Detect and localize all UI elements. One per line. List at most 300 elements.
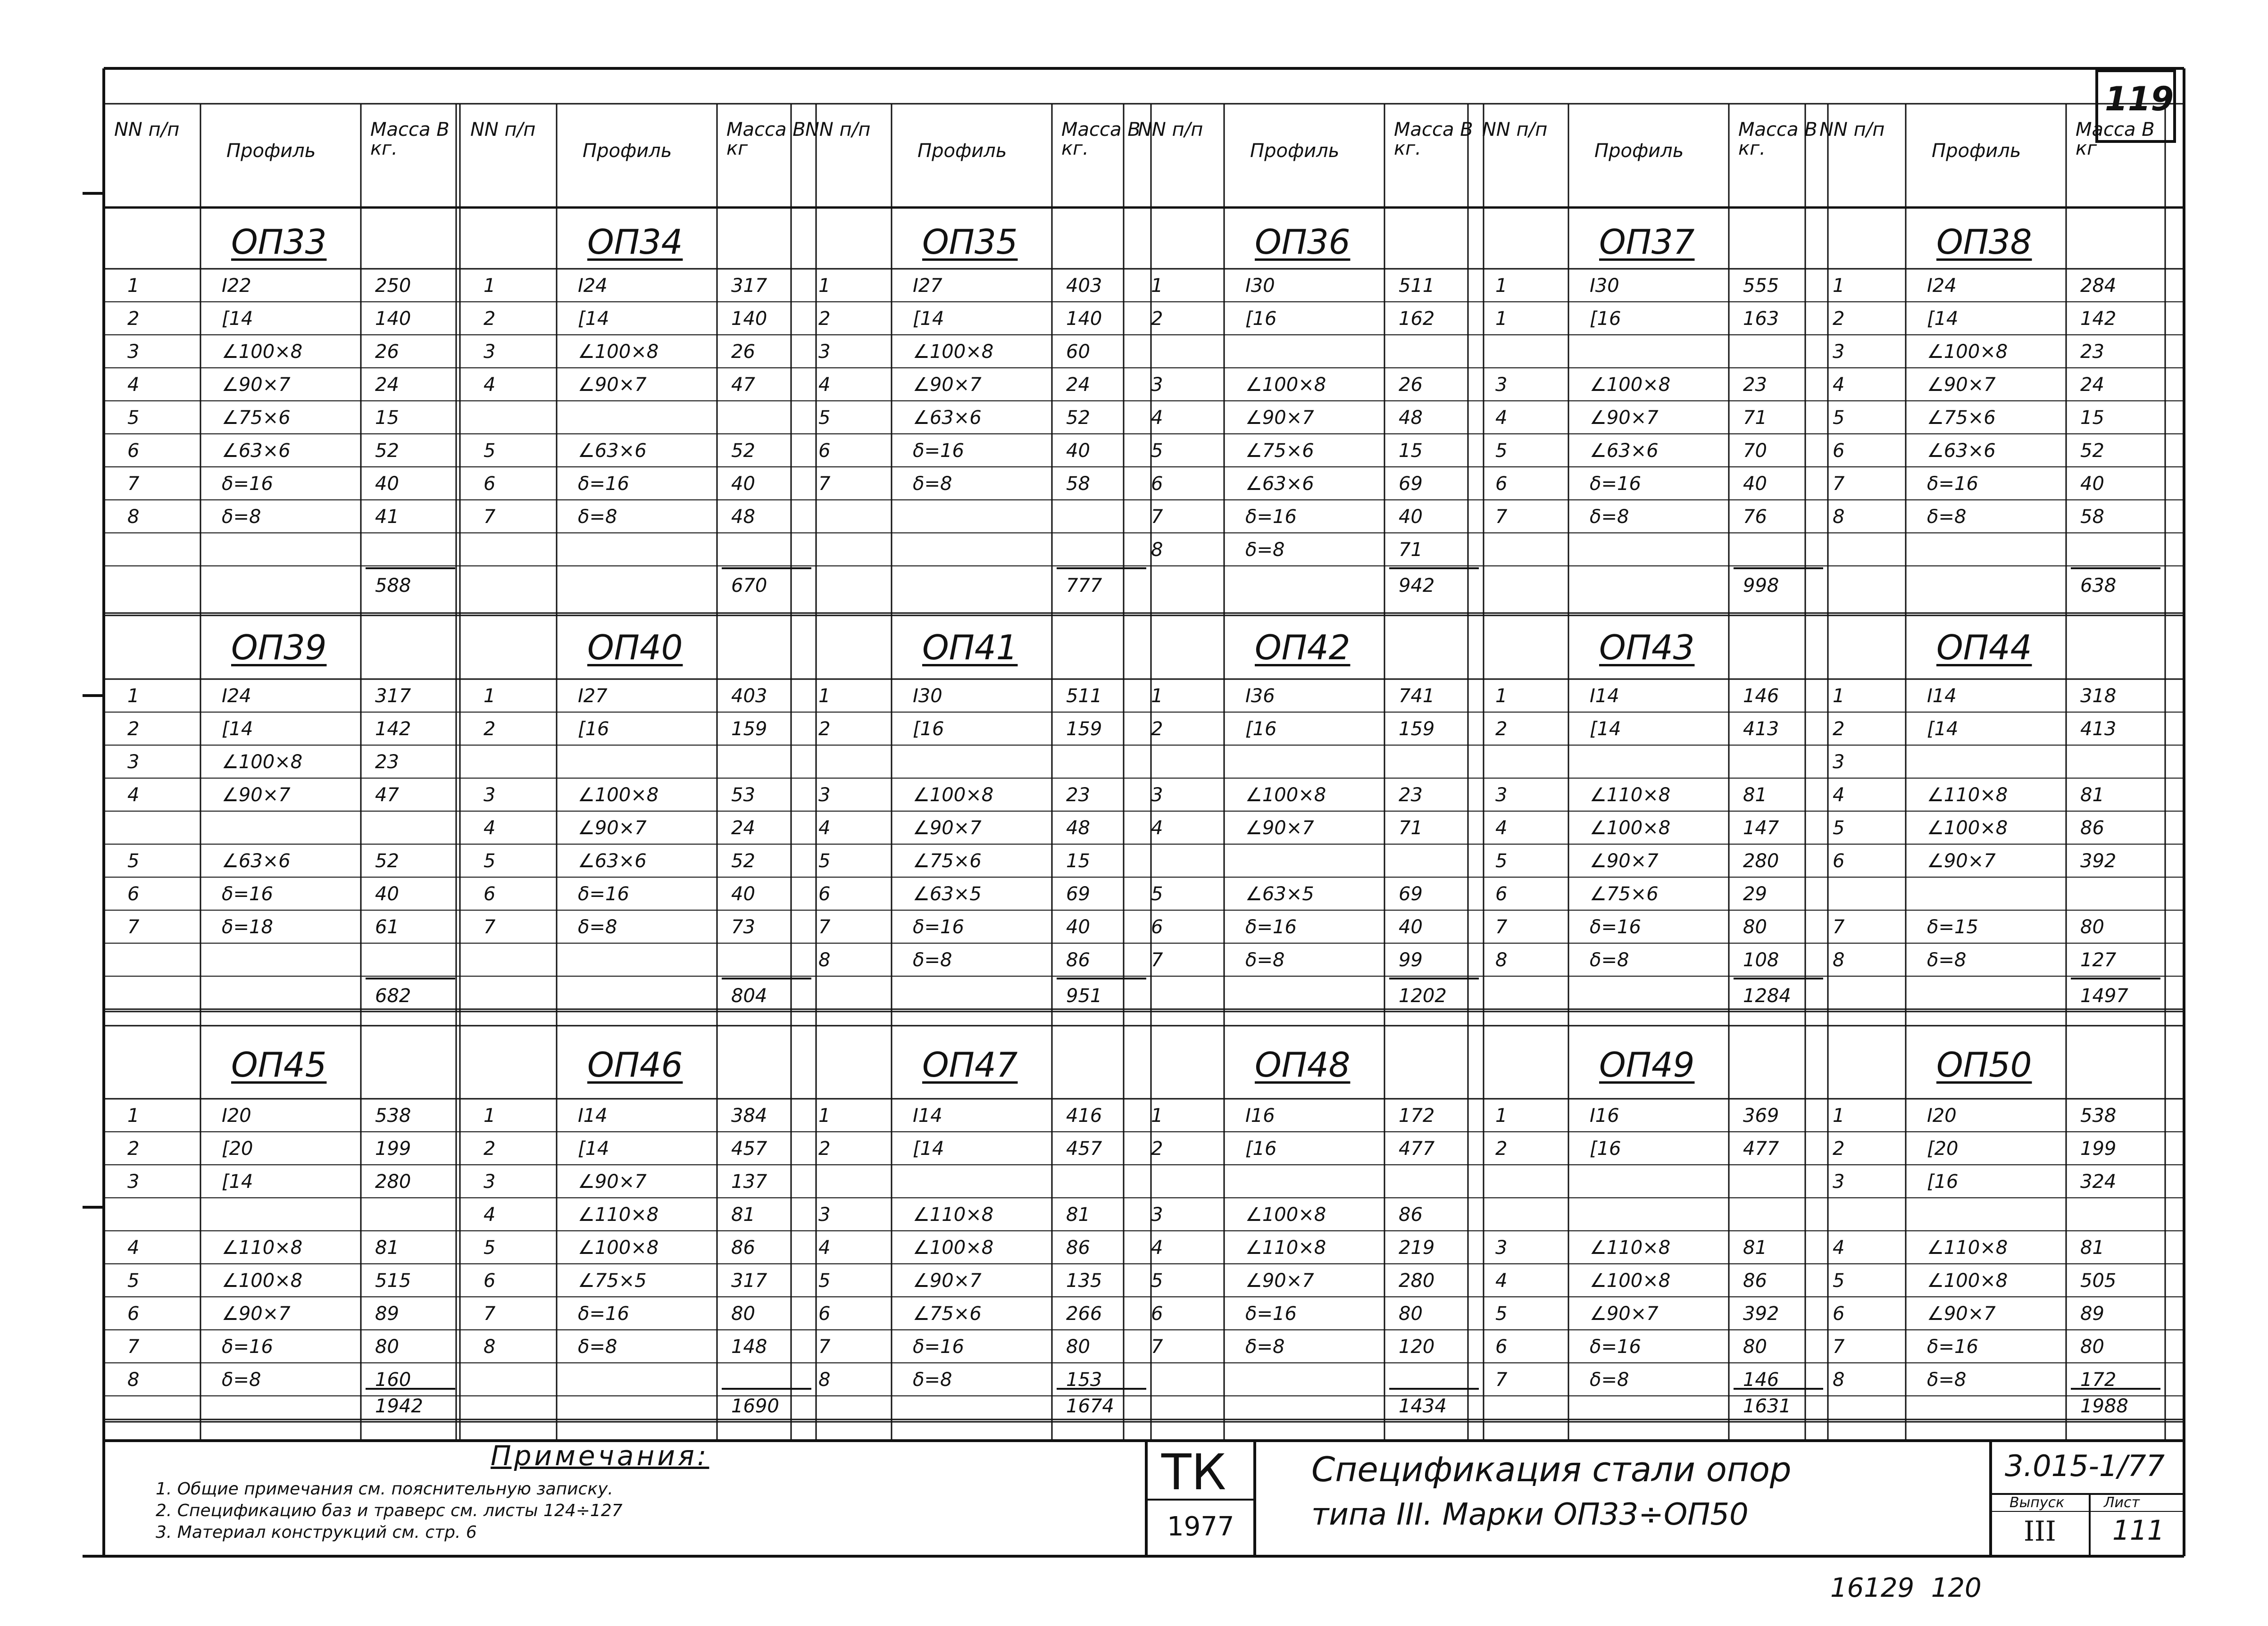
issue-value: III (2024, 1515, 2056, 1547)
mass-cell: 73 (731, 916, 755, 938)
row-number: 5 (1495, 850, 1508, 872)
row-number: 4 (484, 374, 496, 396)
block-mark-title: ОП38 (1936, 222, 2032, 262)
profile-cell: ∠90×7 (1927, 374, 1996, 396)
notes-item-2: 2. Спецификацию баз и траверс см. листы 124÷127 (156, 1501, 623, 1520)
mass-cell: 159 (731, 718, 767, 740)
mass-cell: 515 (375, 1270, 411, 1292)
profile-cell: δ=8 (1927, 949, 1967, 971)
row-number: 1 (127, 275, 140, 297)
row-number: 7 (818, 1336, 831, 1358)
profile-cell: ∠63×5 (1245, 883, 1314, 905)
mass-cell: 15 (2080, 407, 2104, 429)
profile-cell: I22 (222, 275, 251, 297)
row-number: 5 (1833, 407, 1845, 429)
profile-cell: [14 (222, 1171, 253, 1193)
mass-cell: 120 (1399, 1336, 1435, 1358)
mass-cell: 69 (1399, 473, 1423, 495)
mass-cell: 52 (1066, 407, 1090, 429)
mass-cell: 24 (1066, 374, 1090, 396)
mass-cell: 26 (731, 341, 755, 363)
block-mark-title: ОП34 (587, 222, 683, 262)
profile-cell: δ=16 (1590, 473, 1641, 495)
mass-cell: 15 (375, 407, 399, 429)
row-number: 2 (818, 718, 831, 740)
mass-cell: 159 (1066, 718, 1102, 740)
mass-cell: 392 (2080, 850, 2117, 872)
mass-cell: 89 (375, 1303, 399, 1325)
row-number: 5 (1833, 1270, 1845, 1292)
row-number: 7 (1151, 506, 1163, 528)
mass-cell: 81 (1743, 1237, 1767, 1259)
header-mass-label: Масса В кг. (1061, 119, 1141, 159)
mass-cell: 160 (375, 1369, 411, 1391)
mass-total: 1674 (1066, 1395, 1114, 1417)
row-number: 7 (127, 1336, 140, 1358)
issue-label: Выпуск (2010, 1494, 2065, 1511)
mass-cell: 23 (1399, 784, 1423, 806)
mass-cell: 284 (2080, 275, 2117, 297)
header-mass-label: Масса В кг (726, 119, 806, 159)
row-number: 7 (1833, 1336, 1845, 1358)
row-number: 4 (1151, 407, 1163, 429)
row-number: 1 (484, 275, 496, 297)
mass-cell: 108 (1743, 949, 1779, 971)
mass-cell: 250 (375, 275, 411, 297)
profile-cell: δ=16 (913, 916, 964, 938)
mass-cell: 266 (1066, 1303, 1102, 1325)
profile-cell: δ=8 (1590, 506, 1629, 528)
mass-cell: 80 (2080, 916, 2104, 938)
row-number: 3 (1495, 784, 1508, 806)
profile-cell: ∠110×8 (222, 1237, 303, 1259)
mass-cell: 80 (1066, 1336, 1090, 1358)
mass-cell: 369 (1743, 1105, 1779, 1127)
stamp-tk: ТК (1161, 1443, 1226, 1501)
row-number: 6 (818, 1303, 831, 1325)
profile-cell: I27 (913, 275, 942, 297)
row-number: 1 (1833, 275, 1845, 297)
row-number: 1 (127, 1105, 140, 1127)
row-number: 3 (1833, 1171, 1845, 1193)
row-number: 2 (1151, 1138, 1163, 1160)
profile-cell: ∠100×8 (913, 1237, 994, 1259)
row-number: 2 (818, 308, 831, 330)
row-number: 6 (127, 1303, 140, 1325)
profile-cell: δ=16 (1590, 916, 1641, 938)
row-number: 1 (1151, 685, 1163, 707)
row-number: 6 (1495, 883, 1508, 905)
profile-cell: I24 (222, 685, 251, 707)
profile-cell: δ=16 (222, 883, 273, 905)
header-profile-label: Профиль (226, 140, 316, 162)
profile-cell: ∠100×8 (222, 751, 303, 773)
profile-cell: I24 (578, 275, 608, 297)
row-number: 4 (484, 817, 496, 839)
profile-cell: δ=16 (578, 473, 629, 495)
profile-cell: δ=16 (1245, 916, 1297, 938)
mass-cell: 127 (2080, 949, 2117, 971)
mass-cell: 23 (375, 751, 399, 773)
row-number: 4 (484, 1204, 496, 1226)
row-number: 8 (818, 1369, 831, 1391)
row-number: 7 (818, 473, 831, 495)
mass-cell: 162 (1399, 308, 1435, 330)
block-mark-title: ОП44 (1936, 628, 2032, 667)
mass-cell: 40 (2080, 473, 2104, 495)
row-number: 5 (484, 1237, 496, 1259)
row-number: 4 (1833, 1237, 1845, 1259)
header-profile-label: Профиль (1932, 140, 2021, 162)
mass-cell: 26 (375, 341, 399, 363)
row-number: 6 (484, 883, 496, 905)
mass-cell: 146 (1743, 685, 1779, 707)
profile-cell: [14 (913, 308, 944, 330)
row-number: 1 (818, 275, 831, 297)
mass-cell: 40 (1743, 473, 1767, 495)
profile-cell: ∠63×6 (913, 407, 982, 429)
block-mark-title: ОП39 (231, 628, 327, 667)
header-profile-label: Профиль (583, 140, 672, 162)
header-mass-label: Масса В кг. (1394, 119, 1473, 159)
row-number: 5 (1495, 440, 1508, 462)
mass-cell: 40 (375, 473, 399, 495)
profile-cell: ∠90×7 (1245, 1270, 1314, 1292)
mass-cell: 142 (2080, 308, 2117, 330)
header-mass-label: Масса В кг. (1738, 119, 1818, 159)
mass-cell: 52 (2080, 440, 2104, 462)
mass-cell: 457 (1066, 1138, 1102, 1160)
mass-cell: 71 (1399, 539, 1423, 561)
mass-cell: 81 (2080, 1237, 2104, 1259)
row-number: 6 (1833, 850, 1845, 872)
profile-cell: ∠90×7 (913, 374, 982, 396)
mass-cell: 23 (1743, 374, 1767, 396)
profile-cell: [16 (1245, 718, 1277, 740)
profile-cell: I16 (1245, 1105, 1275, 1127)
profile-cell: ∠90×7 (578, 374, 647, 396)
mass-total: 951 (1066, 985, 1102, 1007)
mass-cell: 403 (731, 685, 767, 707)
mass-cell: 140 (375, 308, 411, 330)
mass-cell: 219 (1399, 1237, 1435, 1259)
profile-cell: δ=16 (1590, 1336, 1641, 1358)
doc-number: 3.015-1/77 (2005, 1449, 2165, 1483)
row-number: 6 (1495, 473, 1508, 495)
profile-cell: ∠100×8 (913, 341, 994, 363)
row-number: 1 (1495, 275, 1508, 297)
row-number: 4 (127, 374, 140, 396)
row-number: 4 (1495, 1270, 1508, 1292)
mass-cell: 80 (1743, 1336, 1767, 1358)
profile-cell: ∠100×8 (578, 341, 659, 363)
row-number: 4 (1495, 817, 1508, 839)
block-mark-title: ОП49 (1599, 1045, 1695, 1085)
block-mark-title: ОП42 (1255, 628, 1351, 667)
row-number: 5 (484, 440, 496, 462)
row-number: 1 (484, 1105, 496, 1127)
sheet-label: Лист (2104, 1494, 2140, 1511)
mass-total: 1434 (1399, 1395, 1447, 1417)
mass-cell: 280 (1399, 1270, 1435, 1292)
profile-cell: I36 (1245, 685, 1275, 707)
mass-total: 804 (731, 985, 767, 1007)
header-mass-label: Масса В кг. (370, 119, 450, 159)
footer-handwritten-number: 16129 120 (1830, 1573, 1982, 1603)
mass-cell: 89 (2080, 1303, 2104, 1325)
row-number: 1 (1495, 308, 1508, 330)
profile-cell: ∠100×8 (1590, 817, 1671, 839)
profile-cell: [16 (1590, 308, 1621, 330)
profile-cell: I27 (578, 685, 608, 707)
mass-cell: 741 (1399, 685, 1435, 707)
mass-cell: 140 (1066, 308, 1102, 330)
row-number: 6 (127, 883, 140, 905)
header-profile-label: Профиль (1250, 140, 1340, 162)
row-number: 2 (127, 1138, 140, 1160)
row-number: 7 (1495, 916, 1508, 938)
row-number: 3 (484, 341, 496, 363)
profile-cell: I30 (913, 685, 942, 707)
profile-cell: δ=8 (222, 506, 261, 528)
profile-cell: ∠90×7 (913, 1270, 982, 1292)
mass-total: 638 (2080, 575, 2117, 597)
profile-cell: ∠110×8 (1927, 1237, 2008, 1259)
profile-cell: ∠100×8 (1245, 784, 1326, 806)
row-number: 8 (1151, 539, 1163, 561)
profile-cell: ∠110×8 (1590, 784, 1671, 806)
profile-cell: ∠100×8 (1590, 374, 1671, 396)
row-number: 1 (127, 685, 140, 707)
mass-cell: 40 (731, 473, 755, 495)
profile-cell: δ=8 (578, 916, 617, 938)
mass-cell: 403 (1066, 275, 1102, 297)
profile-cell: ∠75×5 (578, 1270, 647, 1292)
profile-cell: I24 (1927, 275, 1957, 297)
mass-cell: 80 (1743, 916, 1767, 938)
profile-cell: δ=16 (222, 473, 273, 495)
mass-cell: 511 (1399, 275, 1435, 297)
mass-cell: 81 (1743, 784, 1767, 806)
mass-cell: 280 (1743, 850, 1779, 872)
mass-cell: 48 (731, 506, 755, 528)
profile-cell: ∠63×6 (222, 850, 291, 872)
mass-total: 998 (1743, 575, 1779, 597)
row-number: 5 (1833, 817, 1845, 839)
block-mark-title: ОП48 (1255, 1045, 1351, 1085)
header-num-label: NN п/п (1482, 119, 1548, 141)
header-num-label: NN п/п (1819, 119, 1885, 141)
row-number: 7 (484, 1303, 496, 1325)
mass-cell: 384 (731, 1105, 767, 1127)
row-number: 6 (1495, 1336, 1508, 1358)
profile-cell: ∠63×5 (913, 883, 982, 905)
profile-cell: δ=8 (1590, 949, 1629, 971)
block-mark-title: ОП47 (922, 1045, 1018, 1085)
row-number: 5 (1495, 1303, 1508, 1325)
row-number: 2 (1151, 308, 1163, 330)
profile-cell: ∠110×8 (1927, 784, 2008, 806)
row-number: 5 (484, 850, 496, 872)
row-number: 6 (818, 883, 831, 905)
profile-cell: ∠110×8 (578, 1204, 659, 1226)
profile-cell: δ=16 (578, 883, 629, 905)
block-mark-title: ОП41 (922, 628, 1018, 667)
mass-cell: 24 (375, 374, 399, 396)
mass-cell: 58 (1066, 473, 1090, 495)
mass-cell: 61 (375, 916, 399, 938)
profile-cell: δ=8 (913, 473, 952, 495)
profile-cell: [14 (222, 308, 253, 330)
profile-cell: ∠100×8 (578, 784, 659, 806)
mass-cell: 477 (1399, 1138, 1435, 1160)
profile-cell: I14 (913, 1105, 942, 1127)
row-number: 1 (818, 685, 831, 707)
block-mark-title: ОП45 (231, 1045, 327, 1085)
profile-cell: ∠100×8 (1927, 341, 2008, 363)
profile-cell: ∠90×7 (1590, 407, 1659, 429)
profile-cell: I16 (1590, 1105, 1619, 1127)
profile-cell: δ=8 (913, 949, 952, 971)
mass-cell: 47 (731, 374, 755, 396)
mass-cell: 146 (1743, 1369, 1779, 1391)
row-number: 3 (1151, 784, 1163, 806)
mass-cell: 172 (1399, 1105, 1435, 1127)
row-number: 4 (1151, 1237, 1163, 1259)
row-number: 2 (1495, 718, 1508, 740)
mass-cell: 135 (1066, 1270, 1102, 1292)
mass-cell: 153 (1066, 1369, 1102, 1391)
block-mark-title: ОП40 (587, 628, 683, 667)
mass-cell: 47 (375, 784, 399, 806)
mass-total: 1497 (2080, 985, 2128, 1007)
profile-cell: ∠63×6 (578, 850, 647, 872)
row-number: 2 (1833, 308, 1845, 330)
row-number: 7 (484, 506, 496, 528)
profile-cell: [16 (1245, 308, 1277, 330)
mass-cell: 147 (1743, 817, 1779, 839)
mass-cell: 40 (1066, 916, 1090, 938)
profile-cell: ∠100×8 (1927, 1270, 2008, 1292)
header-num-label: NN п/п (805, 119, 871, 141)
profile-cell: δ=16 (1245, 506, 1297, 528)
profile-cell: [14 (578, 1138, 609, 1160)
mass-cell: 457 (731, 1138, 767, 1160)
mass-cell: 24 (2080, 374, 2104, 396)
row-number: 6 (484, 1270, 496, 1292)
profile-cell: ∠75×6 (222, 407, 291, 429)
mass-cell: 70 (1743, 440, 1767, 462)
mass-total: 1202 (1399, 985, 1447, 1007)
profile-cell: ∠100×8 (1590, 1270, 1671, 1292)
profile-cell: [16 (913, 718, 944, 740)
mass-cell: 69 (1399, 883, 1423, 905)
mass-cell: 199 (2080, 1138, 2117, 1160)
profile-cell: δ=8 (1590, 1369, 1629, 1391)
profile-cell: ∠110×8 (1590, 1237, 1671, 1259)
profile-cell: ∠63×6 (222, 440, 291, 462)
row-number: 4 (1833, 784, 1845, 806)
profile-cell: ∠90×7 (222, 1303, 291, 1325)
profile-cell: [14 (913, 1138, 944, 1160)
mass-cell: 71 (1743, 407, 1767, 429)
profile-cell: [14 (222, 718, 253, 740)
row-number: 6 (1833, 440, 1845, 462)
mass-cell: 86 (1066, 949, 1090, 971)
profile-cell: I30 (1590, 275, 1619, 297)
row-number: 7 (484, 916, 496, 938)
block-mark-title: ОП43 (1599, 628, 1695, 667)
row-number: 3 (818, 784, 831, 806)
profile-cell: I30 (1245, 275, 1275, 297)
mass-cell: 392 (1743, 1303, 1779, 1325)
mass-total: 588 (375, 575, 411, 597)
mass-total: 1988 (2080, 1395, 2128, 1417)
profile-cell: ∠110×8 (1245, 1237, 1326, 1259)
mass-cell: 40 (1066, 440, 1090, 462)
row-number: 6 (1151, 1303, 1163, 1325)
mass-total: 1942 (375, 1395, 423, 1417)
notes-title: Примечания: (491, 1440, 709, 1472)
mass-cell: 41 (375, 506, 399, 528)
mass-cell: 48 (1399, 407, 1423, 429)
title-line-2: типа III. Марки ОП33÷ОП50 (1311, 1497, 1749, 1532)
mass-cell: 137 (731, 1171, 767, 1193)
row-number: 1 (1495, 685, 1508, 707)
profile-cell: ∠90×7 (1590, 1303, 1659, 1325)
mass-total: 1284 (1743, 985, 1791, 1007)
row-number: 5 (1151, 1270, 1163, 1292)
profile-cell: δ=8 (578, 506, 617, 528)
block-mark-title: ОП33 (231, 222, 327, 262)
mass-cell: 69 (1066, 883, 1090, 905)
row-number: 7 (1495, 506, 1508, 528)
header-profile-label: Профиль (917, 140, 1007, 162)
mass-total: 777 (1066, 575, 1102, 597)
mass-cell: 538 (375, 1105, 411, 1127)
row-number: 4 (818, 817, 831, 839)
row-number: 6 (484, 473, 496, 495)
mass-cell: 413 (1743, 718, 1779, 740)
mass-cell: 23 (1066, 784, 1090, 806)
profile-cell: ∠100×8 (1245, 1204, 1326, 1226)
mass-cell: 413 (2080, 718, 2117, 740)
mass-cell: 477 (1743, 1138, 1779, 1160)
row-number: 3 (484, 784, 496, 806)
row-number: 2 (484, 308, 496, 330)
profile-cell: δ=16 (222, 1336, 273, 1358)
row-number: 7 (1833, 473, 1845, 495)
header-num-label: NN п/п (1138, 119, 1203, 141)
profile-cell: I14 (578, 1105, 608, 1127)
mass-cell: 24 (731, 817, 755, 839)
row-number: 6 (818, 440, 831, 462)
row-number: 3 (127, 341, 140, 363)
block-mark-title: ОП37 (1599, 222, 1695, 262)
profile-cell: ∠63×6 (1590, 440, 1659, 462)
profile-cell: I20 (1927, 1105, 1957, 1127)
row-number: 2 (1151, 718, 1163, 740)
header-profile-label: Профиль (1594, 140, 1684, 162)
mass-cell: 142 (375, 718, 411, 740)
mass-cell: 80 (2080, 1336, 2104, 1358)
profile-cell: [14 (1927, 308, 1959, 330)
mass-cell: 52 (731, 850, 755, 872)
row-number: 8 (1495, 949, 1508, 971)
mass-cell: 52 (731, 440, 755, 462)
row-number: 6 (1151, 473, 1163, 495)
mass-total: 682 (375, 985, 411, 1007)
